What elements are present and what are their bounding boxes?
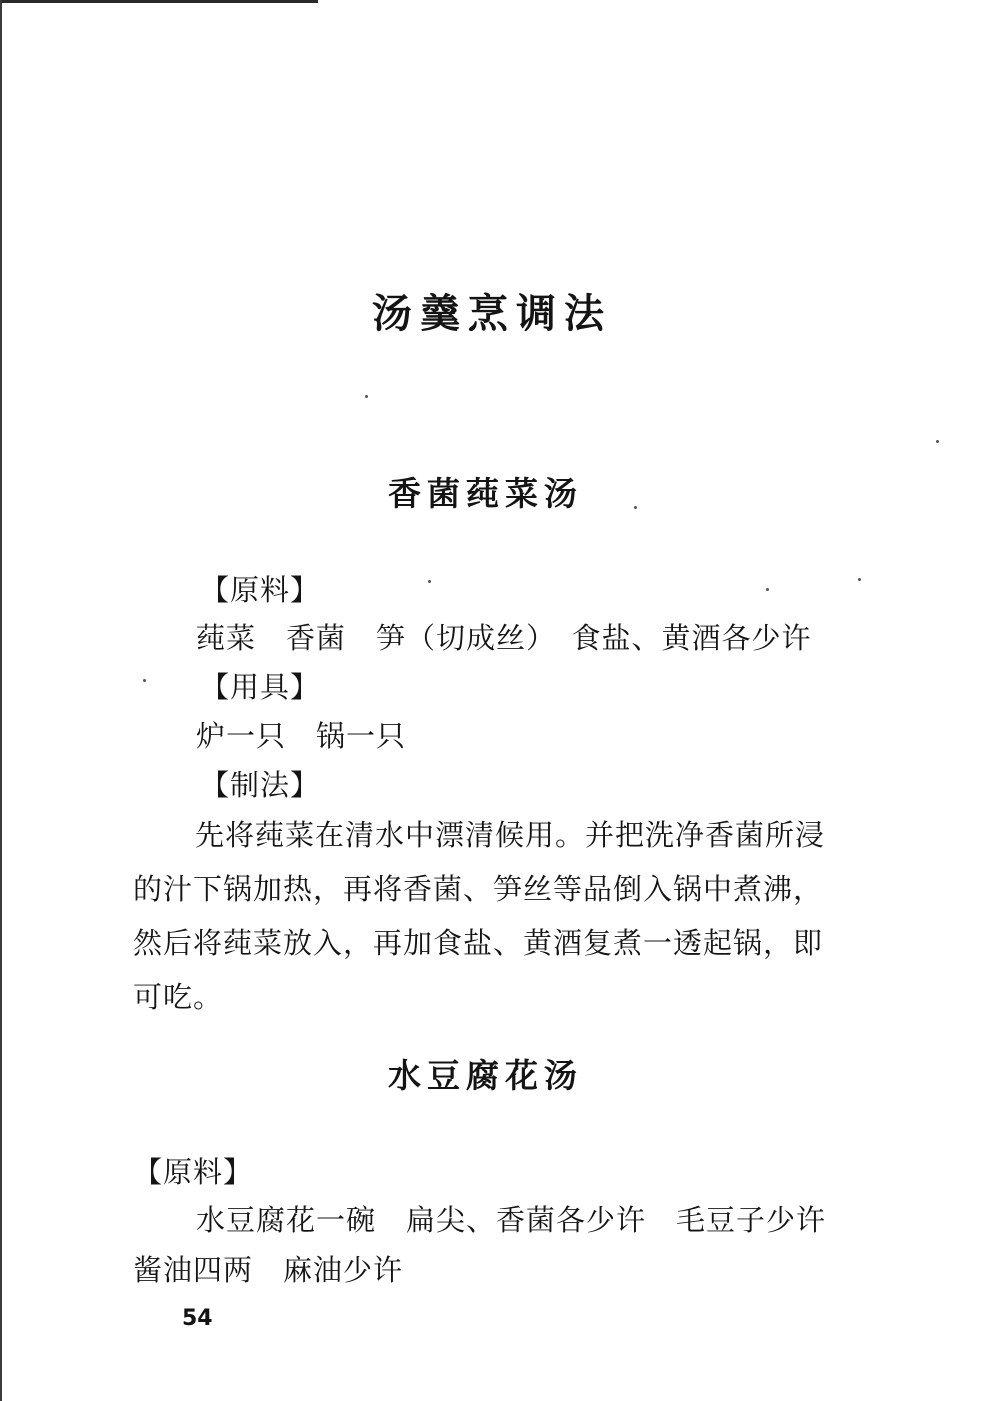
recipe-title: 水豆腐花汤 — [388, 1056, 583, 1095]
scan-speck — [936, 440, 939, 443]
ingredients-line: 酱油四两 麻油少许 — [133, 1253, 404, 1287]
method-line: 可吃。 — [133, 980, 224, 1014]
page-number: 54 — [182, 1306, 213, 1331]
scan-speck — [428, 580, 431, 583]
scan-speck — [143, 679, 146, 682]
page-title: 汤羹烹调法 — [372, 290, 612, 337]
ingredients-label: 【原料】 — [133, 1155, 254, 1189]
method-line: 先将莼菜在清水中漂清候用。并把洗净香菌所浸 — [195, 818, 826, 852]
scan-speck — [365, 395, 368, 398]
recipe-title: 香菌莼菜汤 — [388, 474, 583, 513]
tools-text: 炉一只 锅一只 — [196, 719, 407, 753]
ingredients-text: 莼菜 香菌 笋（切成丝） 食盐、黄酒各少许 — [196, 621, 812, 655]
method-line: 的汁下锅加热，再将香菌、笋丝等品倒入锅中煮沸， — [133, 872, 824, 906]
tools-label: 【用具】 — [200, 670, 321, 704]
left-edge-rule — [0, 0, 2, 1401]
top-rule — [0, 0, 318, 3]
ingredients-label: 【原料】 — [200, 573, 321, 607]
method-label: 【制法】 — [200, 768, 321, 802]
scan-speck — [766, 588, 769, 591]
scan-speck — [634, 506, 637, 509]
scan-speck — [858, 578, 861, 581]
method-line: 然后将莼菜放入，再加食盐、黄酒复煮一透起锅，即 — [133, 926, 824, 960]
method-paragraph — [133, 808, 873, 1024]
ingredients-line: 水豆腐花一碗 扁尖、香菌各少许 毛豆子少许 — [196, 1203, 827, 1237]
